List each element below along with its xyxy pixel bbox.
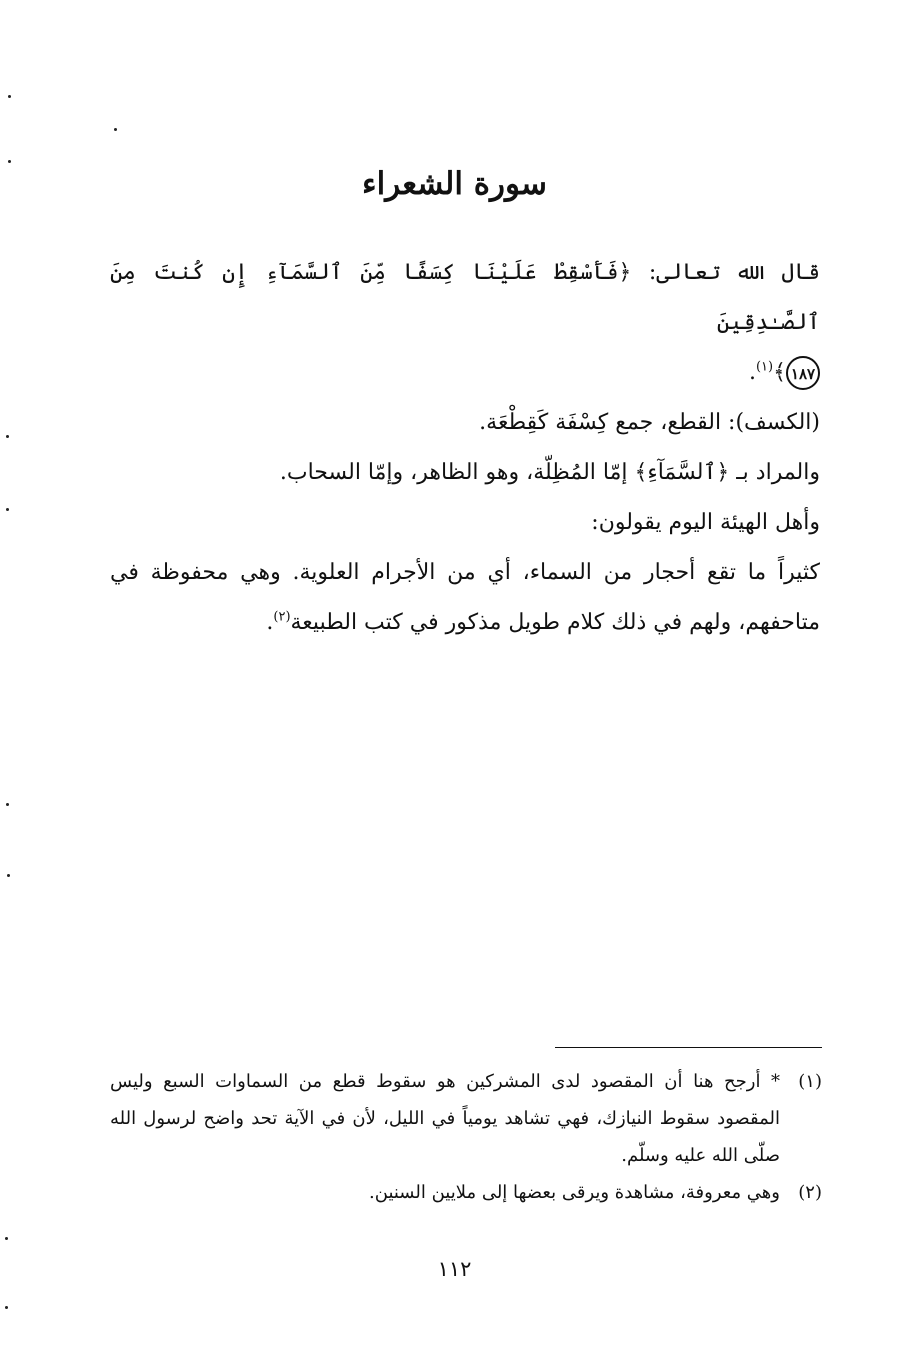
meteorites-end: . <box>266 610 274 635</box>
footnote-number: (١) <box>798 1071 822 1092</box>
scan-speck <box>6 435 9 438</box>
scan-speck <box>5 1306 8 1309</box>
scan-speck <box>7 874 10 877</box>
footnote-text: وهي معروفة، مشاهدة ويرقى بعضها إلى ملايين السنين. <box>369 1182 780 1203</box>
page-title: سورة الشعراء <box>362 166 547 202</box>
footnote-1 <box>110 1063 822 1174</box>
verse-text: ﴿فَأَسْقِطْ عَلَيْنَا كِسَفًا مِّنَ ٱلسَّمَآءِ إِن كُنتَ مِنَ ٱلصَّـٰدِقِينَ <box>110 260 820 335</box>
scan-speck <box>8 160 11 163</box>
verse-close: ﴾ <box>773 360 786 385</box>
ayah-number-badge: ١٨٧ <box>786 356 820 390</box>
footnote-text: * أرجح هنا أن المقصود لدى المشركين هو سقوط قطع من السماوات السبع وليس المقصود سقوط النيازك، فهي تشاهد يومياً في الليل، لأن في الآية تحد واضح لرسول الله صلّى الله عليه وسلّم. <box>110 1071 780 1166</box>
scan-speck <box>5 1237 8 1240</box>
verse-continuation: ١٨٧﴾$^{(١)}$. <box>110 348 820 398</box>
verse-intro: قال الله تعالى: <box>648 260 820 285</box>
verse-paragraph <box>110 248 820 348</box>
astronomers-paragraph: وأهل الهيئة اليوم يقولون: <box>591 510 820 535</box>
scan-speck <box>6 508 9 511</box>
scan-speck <box>114 128 117 131</box>
footnote-number: (٢) <box>798 1182 822 1203</box>
footnote-ref-2[interactable]: (٢) <box>273 609 291 625</box>
main-text <box>110 248 820 648</box>
footnotes <box>110 1063 822 1211</box>
footnote-separator <box>555 1047 822 1048</box>
definition-paragraph: (الكسف): القطع، جمع كِسْفَة كَقِطْعَة. <box>479 410 820 435</box>
footnote-ref-1[interactable]: (١) <box>755 359 774 375</box>
meaning-paragraph: والمراد بـ ﴿ٱلسَّمَآءِ﴾ إمّا المُظِلّة، وهو الظاهر، وإمّا السحاب. <box>279 460 820 485</box>
scan-speck <box>6 803 9 806</box>
page-number: ١١٢ <box>437 1257 472 1281</box>
footnote-2 <box>110 1174 822 1211</box>
scan-speck <box>8 95 11 98</box>
meteorites-paragraph <box>110 548 820 648</box>
meteorites-text: كثيراً ما تقع أحجار من السماء، أي من الأجرام العلوية. وهي محفوظة في متاحفهم، ولهم في ذلك كلام طويل مذكور في كتب الطبيعة <box>110 560 820 635</box>
